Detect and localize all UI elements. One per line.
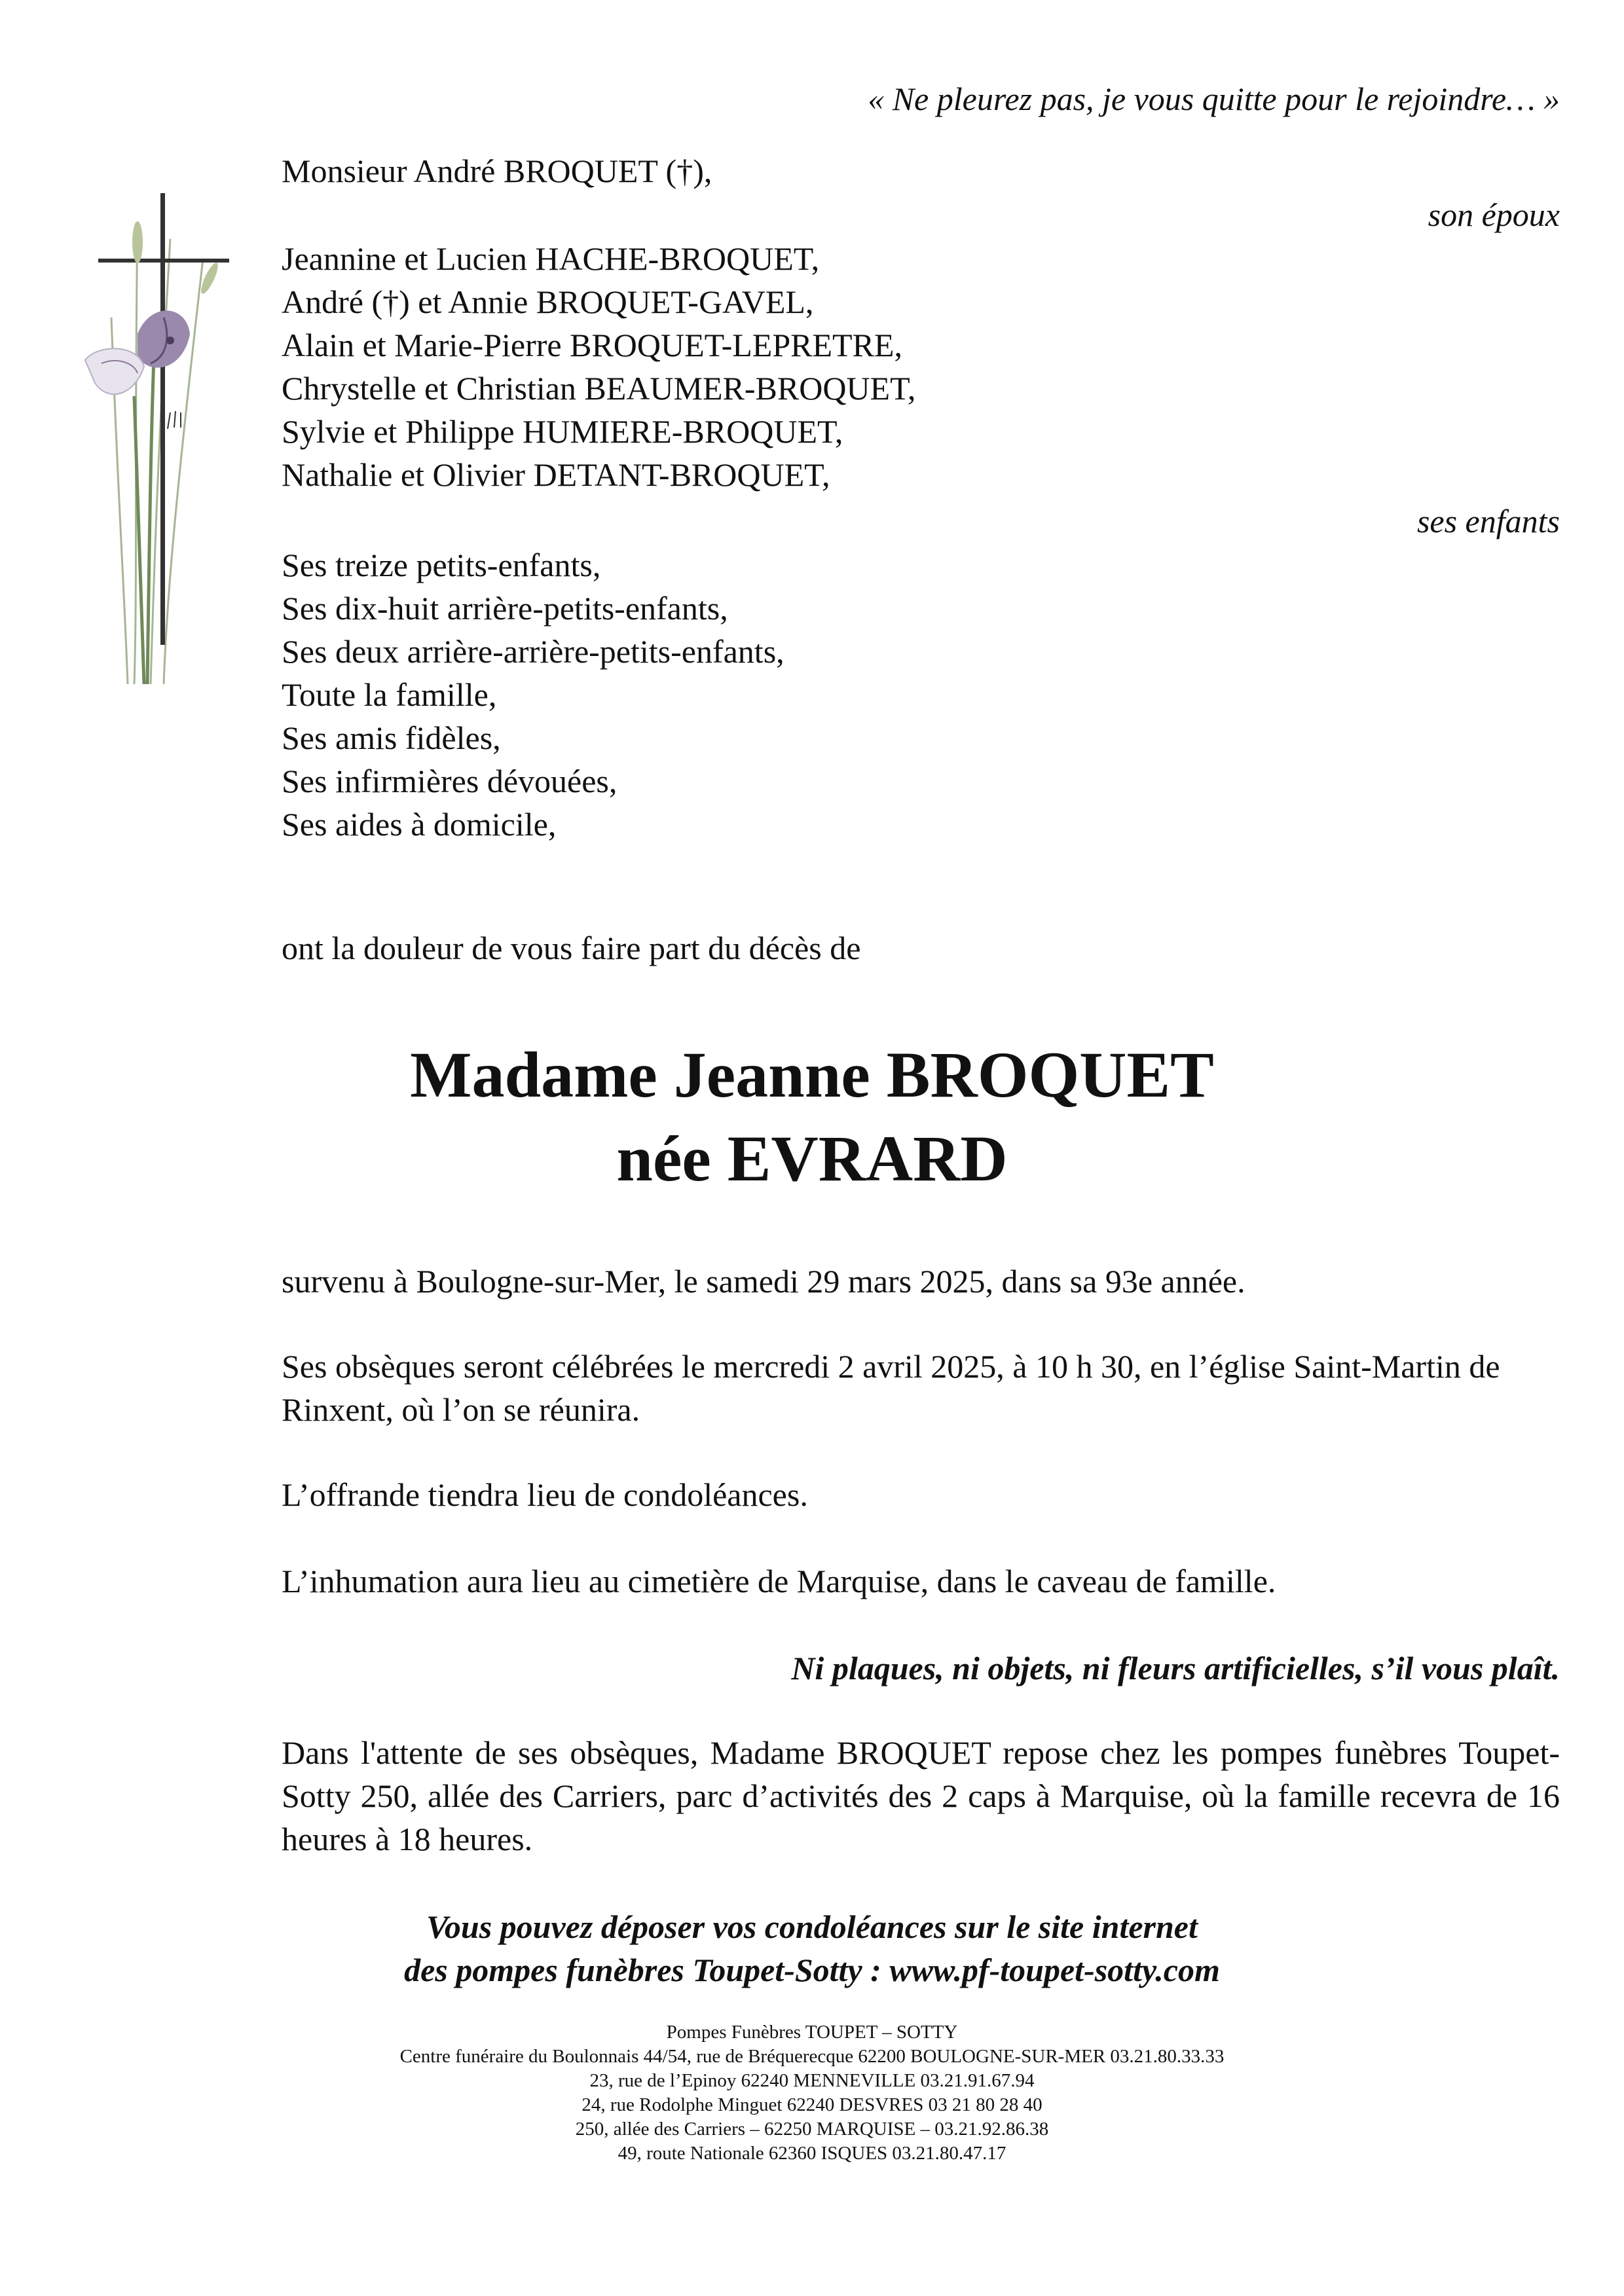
bud-icon — [168, 411, 181, 429]
children-label: ses enfants — [1416, 503, 1560, 539]
child-entry: Sylvie et Philippe HUMIERE-BROQUET, — [282, 413, 843, 450]
family-entry: Ses amis fidèles, — [282, 720, 501, 756]
funeral-home-footer — [0, 2020, 1624, 2166]
family-entry: Toute la famille, — [282, 676, 497, 713]
family-entry: Ses infirmières dévouées, — [282, 763, 618, 799]
family-entry: Ses deux arrière-arrière-petits-enfants, — [282, 633, 784, 670]
death-paragraph: survenu à Boulogne-sur-Mer, le samedi 29 mars 2025, dans sa 93e année. — [282, 1263, 1246, 1300]
child-entry: Chrystelle et Christian BEAUMER-BROQUET, — [282, 370, 916, 407]
spouse-label: son époux — [1428, 196, 1560, 233]
child-entry: Jeannine et Lucien HACHE-BROQUET, — [282, 240, 820, 277]
offering-paragraph: L’offrande tiendra lieu de condoléances. — [282, 1476, 808, 1513]
children-list — [282, 237, 915, 496]
family-entry: Ses dix-huit arrière-petits-enfants, — [282, 590, 728, 627]
footer-line: 23, rue de l’Epinoy 62240 MENNEVILLE 03.21.91.67.94 — [589, 2070, 1035, 2091]
footer-line: 24, rue Rodolphe Minguet 62240 DESVRES 03 21 80 28 40 — [581, 2094, 1043, 2115]
spouse-name: Monsieur André BROQUET (†), — [282, 153, 712, 189]
wheat-icon — [132, 221, 221, 296]
family-entry: Ses aides à domicile, — [282, 806, 557, 843]
extended-family-list — [282, 543, 784, 846]
no-flowers-notice: Ni plaques, ni objets, ni fleurs artificielles, s’il vous plaît. — [791, 1650, 1560, 1686]
child-entry: André (†) et Annie BROQUET-GAVEL, — [282, 283, 814, 320]
funeral-paragraph: Ses obsèques seront célébrées le mercredi 2 avril 2025, à 10 h 30, en l’église Saint-Martin de Rinxent, où l’on se réunira. — [282, 1348, 1500, 1428]
grass-stalks — [111, 226, 203, 684]
footer-line: Centre funéraire du Boulonnais 44/54, rue de Bréquerecque 62200 BOULOGNE-SUR-MER 03.21.80.33.33 — [399, 2046, 1225, 2067]
deceased-maiden-name: née EVRARD — [616, 1122, 1008, 1195]
condolences-line-2: des pompes funèbres Toupet-Sotty : www.pf-toupet-sotty.com — [404, 1952, 1220, 1988]
burial-paragraph: L’inhumation aura lieu au cimetière de Marquise, dans le caveau de famille. — [282, 1563, 1276, 1599]
footer-line: 49, route Nationale 62360 ISQUES 03.21.80.47.17 — [618, 2143, 1006, 2164]
child-entry: Alain et Marie-Pierre BROQUET-LEPRETRE, — [282, 327, 902, 363]
rest-paragraph: Dans l'attente de ses obsèques, Madame BROQUET repose chez les pompes funèbres Toupet-Sotty 250, allée des Carriers, parc d’activités des 2 caps à Marquise, où la famille recevra de 16 heures à 18 heures. — [282, 1734, 1560, 1857]
footer-line: Pompes Funèbres TOUPET – SOTTY — [666, 2022, 958, 2043]
cross-lily-illustration — [72, 187, 242, 684]
lily-flower-icon — [138, 310, 190, 367]
cross-icon — [98, 193, 229, 645]
footer-line: 250, allée des Carriers – 62250 MARQUISE – 03.21.92.86.38 — [575, 2119, 1049, 2140]
child-entry: Nathalie et Olivier DETANT-BROQUET, — [282, 456, 830, 493]
lily-stems — [134, 357, 154, 684]
condolences-line-1: Vous pouvez déposer vos condoléances sur le site internet — [426, 1908, 1198, 1945]
epigraph: « Ne pleurez pas, je vous quitte pour le rejoindre… » — [868, 81, 1560, 117]
deceased-name: Madame Jeanne BROQUET — [410, 1038, 1214, 1111]
family-entry: Ses treize petits-enfants, — [282, 547, 601, 583]
announcement: ont la douleur de vous faire part du décès de — [282, 930, 861, 966]
